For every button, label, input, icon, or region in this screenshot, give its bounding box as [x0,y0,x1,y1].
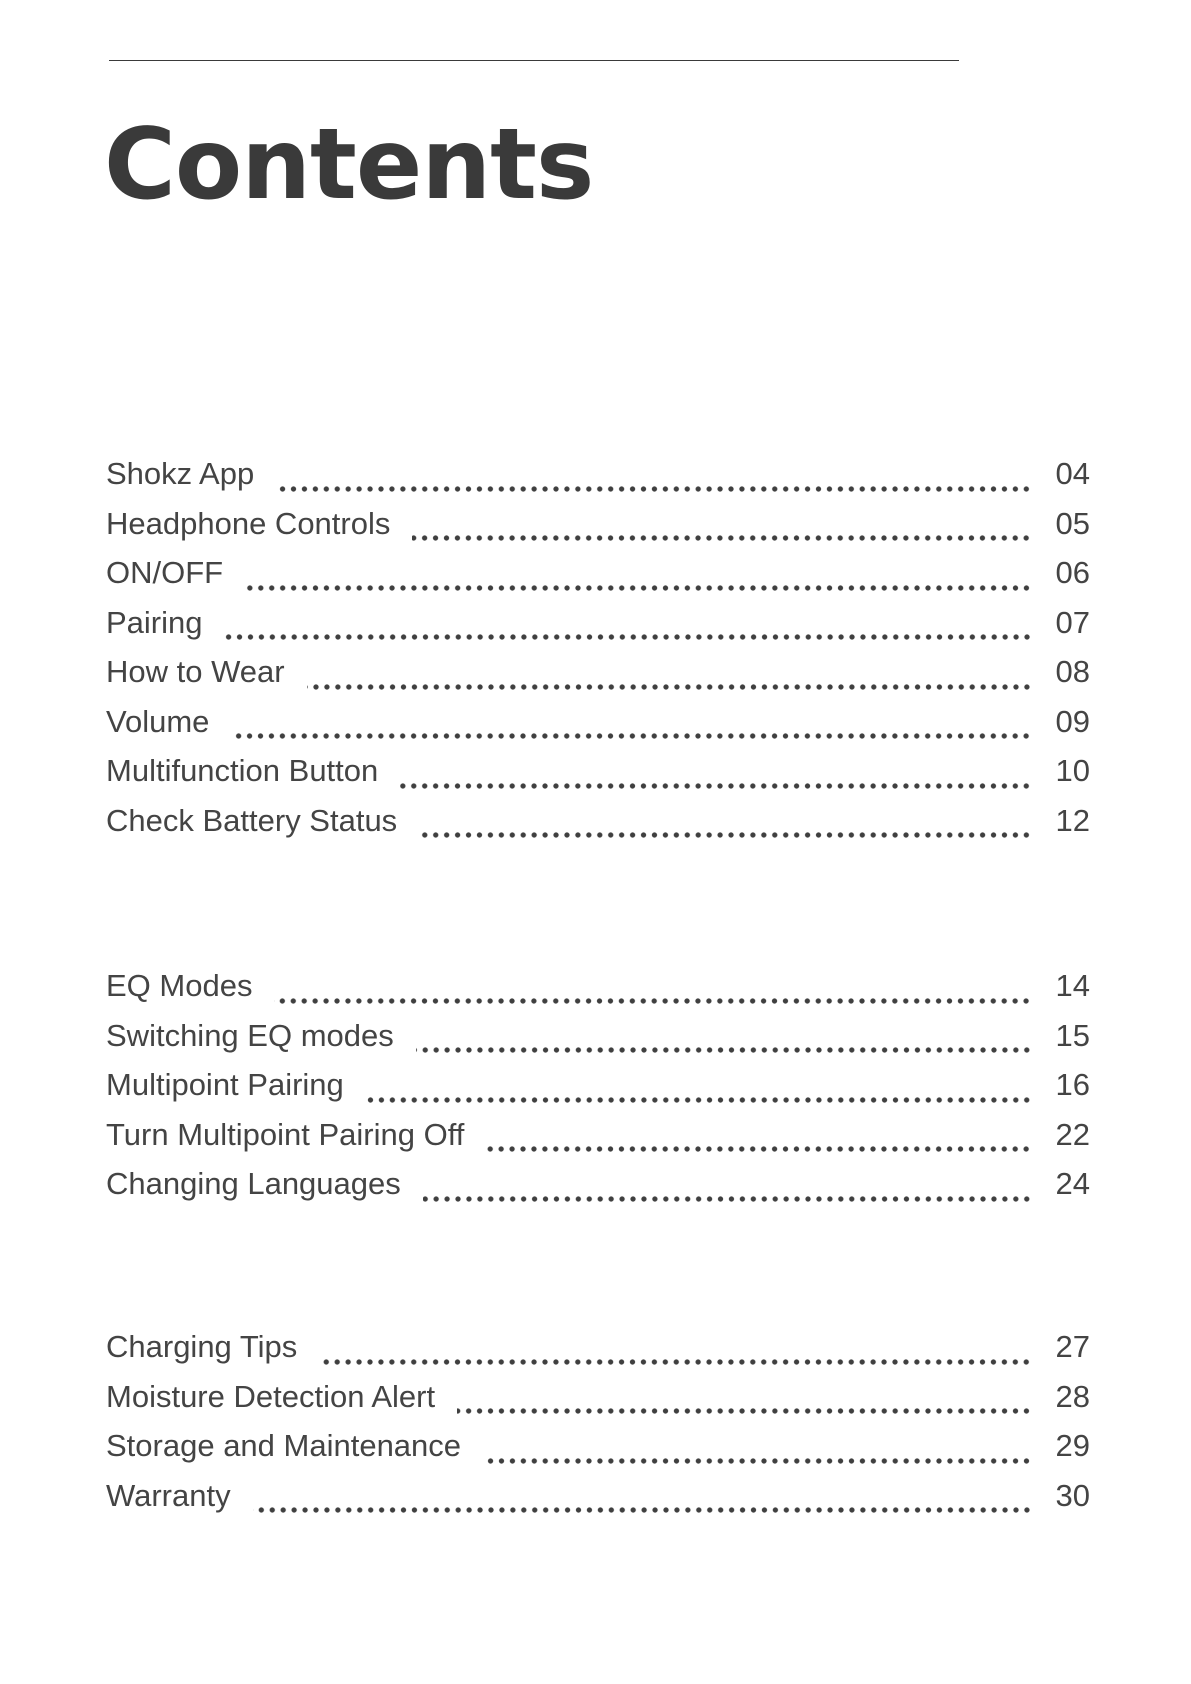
toc-entry-page: 30 [1055,1477,1090,1513]
toc-section [106,1329,1090,1527]
dot-leader [225,634,1033,640]
toc-entry-page: 24 [1055,1166,1090,1201]
toc-entry-page: 29 [1055,1428,1090,1463]
dot-leader [419,832,1032,838]
dot-leader [253,1507,1032,1513]
dot-leader [400,783,1032,789]
dot-leader [423,1196,1032,1202]
toc-entry[interactable] [106,1166,1090,1216]
toc-entry[interactable] [106,1067,1090,1117]
toc-section [106,456,1090,852]
toc-entry-label: Multifunction Button [106,753,379,788]
dot-leader [486,1146,1032,1152]
toc-entry[interactable] [106,1478,1090,1528]
dot-leader [274,998,1032,1004]
toc-entry-label: Pairing [106,604,203,640]
toc-entry-label: Charging Tips [106,1329,298,1364]
toc-entry-label: Multipoint Pairing [106,1067,344,1102]
toc-entry-page: 12 [1055,802,1090,838]
toc-entry-page: 28 [1055,1378,1090,1414]
toc-entry-label: Volume [106,703,210,739]
toc-section [106,968,1090,1216]
toc-entry-page: 07 [1055,604,1090,640]
header-rule [109,60,959,61]
toc-entry-page: 16 [1055,1067,1090,1102]
toc-entry[interactable] [106,1018,1090,1068]
page-title: Contents [104,108,594,222]
toc-entry-page: 10 [1055,753,1090,788]
toc-entry-page: 06 [1055,555,1090,590]
dot-leader [483,1458,1032,1464]
dot-leader [307,684,1032,690]
toc-entry-page: 27 [1055,1329,1090,1364]
toc-entry-label: Warranty [106,1477,231,1513]
toc-entry[interactable] [106,1329,1090,1379]
toc-entry[interactable] [106,605,1090,655]
toc-entry-label: How to Wear [106,654,285,689]
toc-entry-label: Headphone Controls [106,505,391,541]
toc-entry[interactable] [106,803,1090,853]
toc-entry[interactable] [106,1117,1090,1167]
dot-leader [366,1097,1032,1103]
toc-entry[interactable] [106,753,1090,803]
toc-entry-label: Changing Languages [106,1166,401,1201]
toc-entry-page: 14 [1055,968,1090,1003]
toc-entry-label: Storage and Maintenance [106,1428,462,1463]
toc-entry[interactable] [106,456,1090,506]
toc-entry[interactable] [106,704,1090,754]
dot-leader [245,585,1032,591]
toc-entry[interactable] [106,654,1090,704]
toc-entry-label: Moisture Detection Alert [106,1378,436,1414]
dot-leader [457,1408,1032,1414]
toc-entry-label: EQ Modes [106,968,253,1003]
toc-entry-label: ON/OFF [106,555,224,590]
toc-entry[interactable] [106,506,1090,556]
toc-entry-label: Switching EQ modes [106,1017,394,1053]
toc-entry[interactable] [106,1379,1090,1429]
dot-leader [412,535,1032,541]
dot-leader [416,1047,1032,1053]
toc-entry-page: 15 [1055,1017,1090,1053]
toc-entry-page: 08 [1055,654,1090,689]
toc-entry[interactable] [106,1428,1090,1478]
toc-entry-page: 05 [1055,505,1090,541]
toc-entry-label: Turn Multipoint Pairing Off [106,1116,465,1152]
toc-entry-page: 22 [1055,1116,1090,1152]
toc-entry-label: Check Battery Status [106,802,398,838]
toc-entry-page: 09 [1055,703,1090,739]
toc-entry[interactable] [106,555,1090,605]
dot-leader [319,1359,1032,1365]
toc-entry[interactable] [106,968,1090,1018]
dot-leader [276,486,1032,492]
dot-leader [231,733,1032,739]
toc-entry-label: Shokz App [106,456,255,491]
toc-entry-page: 04 [1055,456,1090,491]
